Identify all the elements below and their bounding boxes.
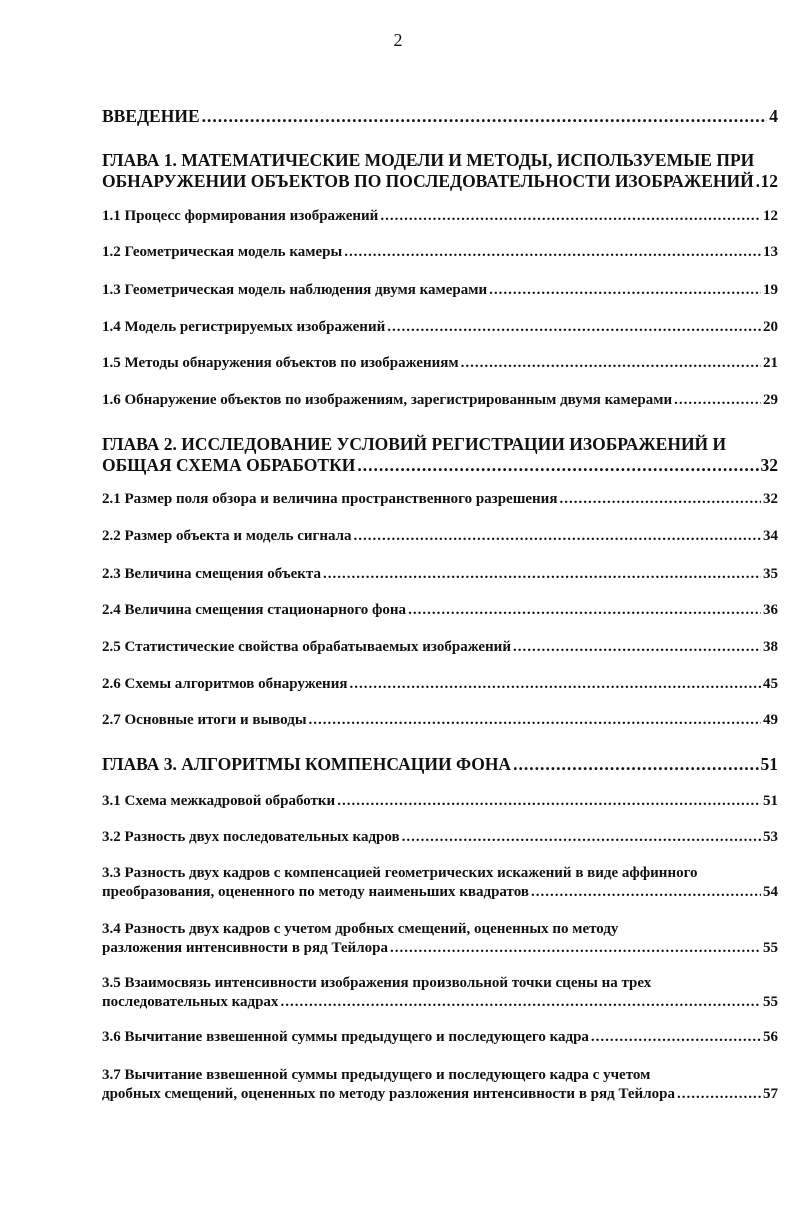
- dot-leader: [591, 1028, 761, 1047]
- toc-title: 2.3 Величина смещения объекта: [102, 566, 321, 582]
- toc-entry-chapter-2: [102, 434, 778, 476]
- dot-leader: [202, 106, 768, 127]
- toc-title: 1.6 Обнаружение объектов по изображениям, зарегистрированным двумя камерами: [102, 392, 673, 408]
- dot-leader: [354, 527, 761, 546]
- toc-line: [102, 754, 778, 775]
- toc-line: [102, 1085, 778, 1104]
- toc-line: [102, 455, 778, 476]
- toc-title: 2.7 Основные итоги и выводы: [102, 712, 307, 728]
- toc-entry-3-6: [102, 1028, 778, 1047]
- toc-title: 2.6 Схемы алгоритмов обнаружения: [102, 676, 348, 692]
- toc-page: 13: [763, 244, 778, 260]
- toc-page: 55: [763, 994, 778, 1010]
- toc-line: [102, 883, 778, 902]
- toc-entry-1-4: [102, 318, 778, 337]
- toc-line: [102, 638, 778, 657]
- toc-line: [102, 792, 778, 811]
- toc-entry-1-2: [102, 243, 778, 262]
- toc-entry-2-2: [102, 527, 778, 546]
- toc-page: 21: [763, 355, 778, 371]
- toc-line: [102, 354, 778, 373]
- toc-page: 20: [763, 319, 778, 335]
- toc-title: 1.3 Геометрическая модель наблюдения двумя камерами: [102, 282, 488, 298]
- dot-leader: [756, 171, 759, 192]
- toc-entry-1-6: [102, 391, 778, 410]
- toc-title: 3.2 Разность двух последовательных кадров: [102, 829, 400, 845]
- toc-line: [102, 1028, 778, 1047]
- toc-entry-chapter-3: [102, 754, 778, 775]
- page-number: 2: [393, 30, 403, 50]
- toc-line: [102, 828, 778, 847]
- toc-entry-2-5: [102, 638, 778, 657]
- toc-line: [102, 939, 778, 958]
- dot-leader: [309, 711, 761, 730]
- toc-line: [102, 993, 778, 1012]
- toc-page: 57: [763, 1086, 778, 1102]
- dot-leader: [344, 243, 761, 262]
- toc-title: ВВЕДЕНИЕ: [102, 106, 200, 126]
- toc-line: [102, 527, 778, 546]
- dot-leader: [280, 993, 761, 1012]
- dot-leader: [677, 1085, 761, 1104]
- toc-entry-2-4: [102, 601, 778, 620]
- toc-entry-1-3: [102, 281, 778, 300]
- toc-title: 1.2 Геометрическая модель камеры: [102, 244, 343, 260]
- dot-leader: [461, 354, 761, 373]
- dot-leader: [531, 883, 761, 902]
- toc-page: 12: [763, 208, 778, 224]
- toc-entry-3-5: [102, 974, 778, 1012]
- toc-title: ОБНАРУЖЕНИИ ОБЪЕКТОВ ПО ПОСЛЕДОВАТЕЛЬНОСТИ ИЗОБРАЖЕНИЙ: [102, 171, 754, 191]
- toc-line: [102, 601, 778, 620]
- toc-entry-3-7: [102, 1066, 778, 1104]
- toc-entry-1-1: [102, 207, 778, 226]
- toc-title: разложения интенсивности в ряд Тейлора: [102, 940, 388, 956]
- toc-title: 3.1 Схема межкадровой обработки: [102, 793, 336, 809]
- toc-page: 53: [763, 829, 778, 845]
- toc-title-first-line: 3.3 Разность двух кадров с компенсацией геометрических искажений в виде аффинного: [102, 865, 698, 881]
- toc-title: 2.5 Статистические свойства обрабатываемых изображений: [102, 639, 511, 655]
- toc-line: [102, 281, 778, 300]
- toc-line: [102, 171, 778, 192]
- toc-title: 2.4 Величина смещения стационарного фона: [102, 602, 407, 618]
- toc-title: дробных смещений, оцененных по методу разложения интенсивности в ряд Тейлора: [102, 1086, 675, 1102]
- toc-title: 1.4 Модель регистрируемых изображений: [102, 319, 386, 335]
- toc-page: 55: [763, 940, 778, 956]
- toc-page: 35: [763, 566, 778, 582]
- toc-entry-3-1: [102, 792, 778, 811]
- toc-page: 51: [760, 754, 778, 774]
- dot-leader: [380, 207, 761, 226]
- toc-page: 32: [763, 491, 778, 507]
- toc-title: последовательных кадрах: [102, 994, 279, 1010]
- toc-title: 1.1 Процесс формирования изображений: [102, 208, 379, 224]
- toc-entry-chapter-1: [102, 150, 778, 192]
- toc-title-first-line: 3.7 Вычитание взвешенной суммы предыдущего и последующего кадра с учетом: [102, 1067, 651, 1083]
- toc-page: 29: [763, 392, 778, 408]
- toc-page: 38: [763, 639, 778, 655]
- toc-entry-2-1: [102, 490, 778, 509]
- toc-title-first-line: 3.4 Разность двух кадров с учетом дробных смещений, оцененных по методу: [102, 921, 619, 937]
- toc-line: [102, 243, 778, 262]
- toc-title: 2.2 Размер объекта и модель сигнала: [102, 528, 352, 544]
- toc-title-first-line: ГЛАВА 1. МАТЕМАТИЧЕСКИЕ МОДЕЛИ И МЕТОДЫ, ИСПОЛЬЗУЕМЫЕ ПРИ: [102, 150, 755, 170]
- toc-title: преобразования, оцененного по методу наименьших квадратов: [102, 884, 529, 900]
- dot-leader: [559, 490, 761, 509]
- toc-page: 49: [763, 712, 778, 728]
- toc-line: [102, 106, 778, 127]
- dot-leader: [323, 565, 761, 584]
- toc-entry-2-6: [102, 675, 778, 694]
- toc-page: 56: [763, 1029, 778, 1045]
- toc-entry-2-3: [102, 565, 778, 584]
- toc-page: 4: [769, 106, 778, 126]
- dot-leader: [402, 828, 761, 847]
- toc-title: 1.5 Методы обнаружения объектов по изображениям: [102, 355, 459, 371]
- toc-page: 45: [763, 676, 778, 692]
- toc-line: [102, 207, 778, 226]
- dot-leader: [513, 638, 761, 657]
- toc-page: 54: [763, 884, 778, 900]
- toc-title-first-line: 3.5 Взаимосвязь интенсивности изображения произвольной точки сцены на трех: [102, 975, 652, 991]
- toc-page: 36: [763, 602, 778, 618]
- dot-leader: [349, 675, 761, 694]
- toc-line: [102, 318, 778, 337]
- toc-line: [102, 711, 778, 730]
- toc-entry-3-2: [102, 828, 778, 847]
- dot-leader: [357, 455, 758, 476]
- toc-entry-2-7: [102, 711, 778, 730]
- toc-page: 34: [763, 528, 778, 544]
- toc-line: [102, 675, 778, 694]
- dot-leader: [387, 318, 761, 337]
- toc-title: ГЛАВА 3. АЛГОРИТМЫ КОМПЕНСАЦИИ ФОНА: [102, 754, 512, 774]
- toc-entry-introduction: [102, 106, 778, 127]
- dot-leader: [513, 754, 758, 775]
- toc-line: [102, 391, 778, 410]
- dot-leader: [337, 792, 761, 811]
- toc-entry-3-3: [102, 864, 778, 902]
- toc-page: 51: [763, 793, 778, 809]
- dot-leader: [489, 281, 761, 300]
- toc-page: 32: [760, 455, 778, 475]
- toc-page: 19: [763, 282, 778, 298]
- toc-title: 3.6 Вычитание взвешенной суммы предыдущего и последующего кадра: [102, 1029, 589, 1045]
- toc-entry-1-5: [102, 354, 778, 373]
- toc-entry-3-4: [102, 920, 778, 958]
- toc-title-first-line: ГЛАВА 2. ИССЛЕДОВАНИЕ УСЛОВИЙ РЕГИСТРАЦИИ ИЗОБРАЖЕНИЙ И: [102, 434, 727, 454]
- dot-leader: [408, 601, 761, 620]
- toc-page: 12: [760, 171, 778, 191]
- toc-title: ОБЩАЯ СХЕМА ОБРАБОТКИ: [102, 455, 356, 475]
- toc-line: [102, 565, 778, 584]
- toc-line: [102, 490, 778, 509]
- dot-leader: [390, 939, 761, 958]
- dot-leader: [674, 391, 761, 410]
- toc-title: 2.1 Размер поля обзора и величина пространственного разрешения: [102, 491, 558, 507]
